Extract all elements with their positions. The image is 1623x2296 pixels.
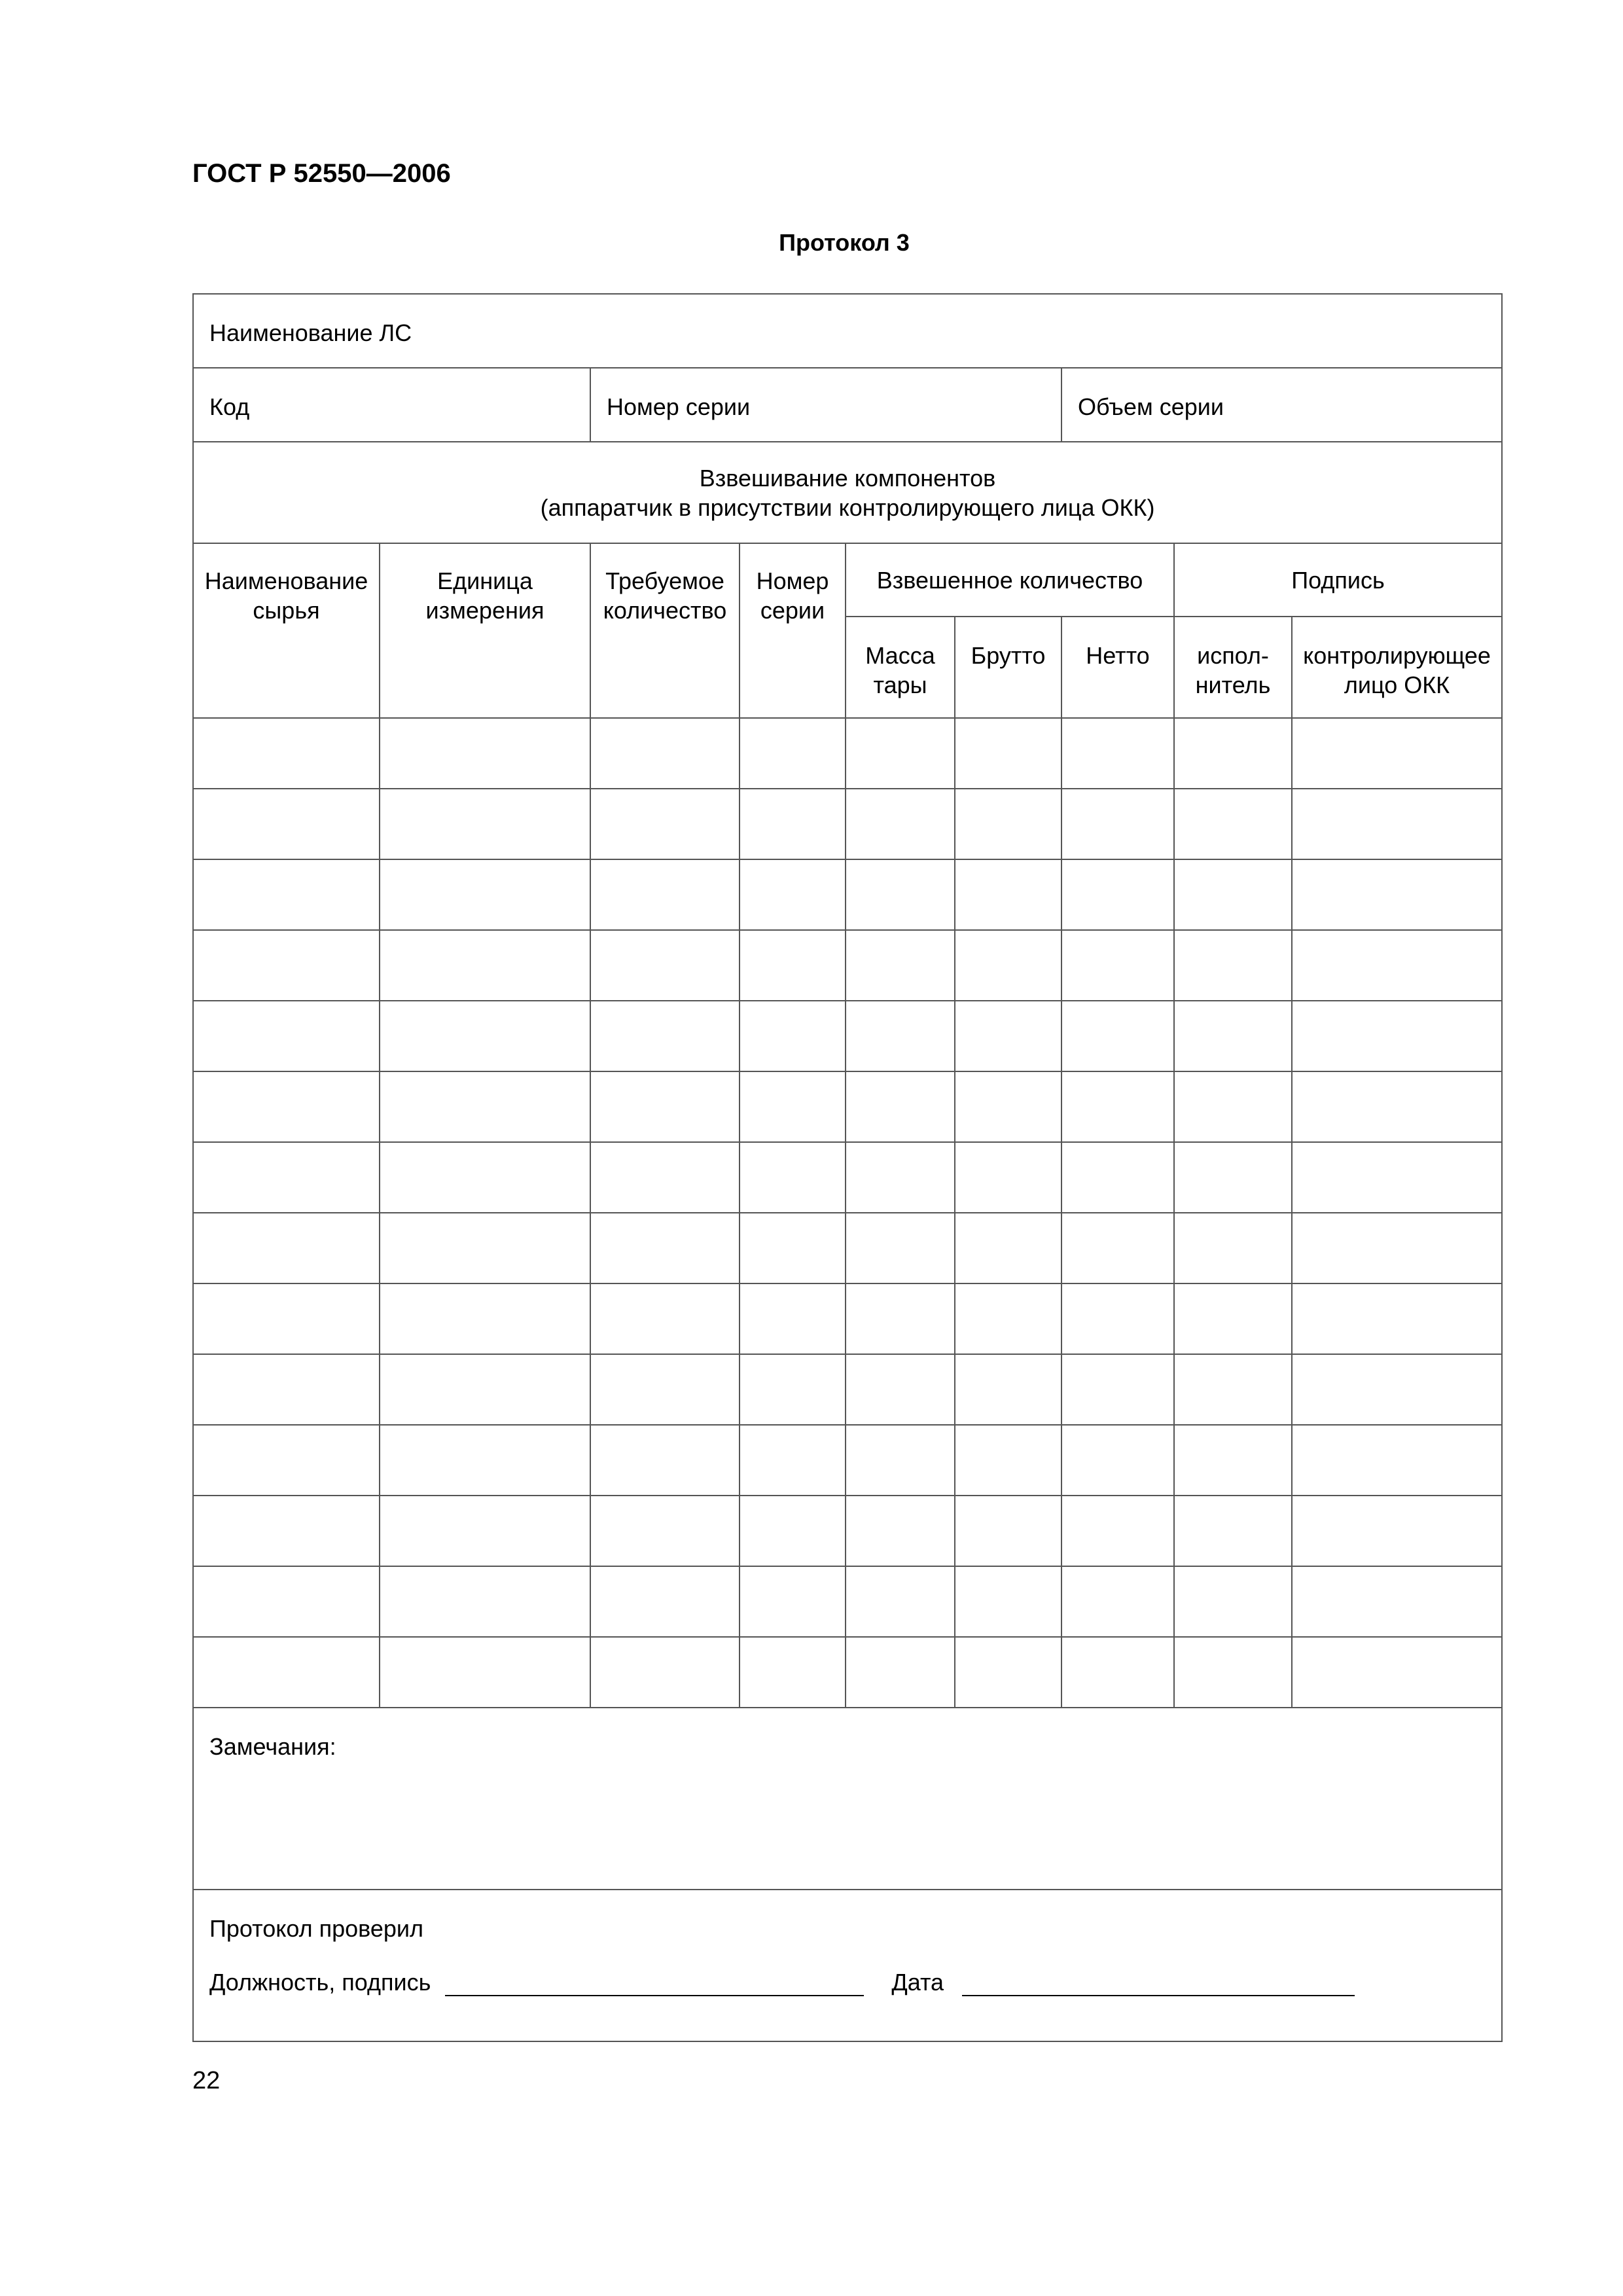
table-cell[interactable] <box>846 1283 955 1354</box>
table-cell[interactable] <box>1174 1071 1292 1142</box>
table-cell[interactable] <box>380 1213 590 1283</box>
table-cell[interactable] <box>193 859 380 930</box>
table-cell[interactable] <box>590 930 740 1001</box>
table-cell[interactable] <box>1174 1001 1292 1071</box>
table-cell[interactable] <box>740 1071 846 1142</box>
table-cell[interactable] <box>846 718 955 789</box>
table-cell[interactable] <box>380 718 590 789</box>
table-cell[interactable] <box>955 1283 1061 1354</box>
section-title: Взвешивание компонентов <box>699 464 996 492</box>
table-cell[interactable] <box>380 1283 590 1354</box>
remarks-label: Замечания: <box>209 1733 336 1760</box>
table-cell[interactable] <box>1174 1496 1292 1566</box>
table-cell[interactable] <box>1292 930 1502 1001</box>
table-row <box>193 1213 1502 1283</box>
table-row <box>193 718 1502 789</box>
series-volume-label: Объем серии <box>1078 393 1224 420</box>
table-cell[interactable] <box>193 1566 380 1637</box>
table-cell[interactable] <box>590 1142 740 1213</box>
table-cell[interactable] <box>955 718 1061 789</box>
table-cell[interactable] <box>955 1142 1061 1213</box>
table-cell[interactable] <box>846 1354 955 1425</box>
table-cell[interactable] <box>1174 1213 1292 1283</box>
col-required: Требуемое количество <box>590 543 740 718</box>
table-cell[interactable] <box>846 1496 955 1566</box>
table-cell[interactable] <box>590 1566 740 1637</box>
table-cell[interactable] <box>740 1213 846 1283</box>
table-cell[interactable] <box>380 1637 590 1708</box>
table-cell[interactable] <box>955 1637 1061 1708</box>
table-cell[interactable] <box>193 1001 380 1071</box>
table-cell[interactable] <box>740 1354 846 1425</box>
table-cell[interactable] <box>1061 1566 1174 1637</box>
table-cell[interactable] <box>193 789 380 859</box>
table-cell[interactable] <box>1292 859 1502 930</box>
table-cell[interactable] <box>846 1425 955 1496</box>
table-cell[interactable] <box>1061 1637 1174 1708</box>
table-cell[interactable] <box>1292 1425 1502 1496</box>
table-cell[interactable] <box>380 1071 590 1142</box>
col-unit: Единица измерения <box>380 543 590 718</box>
table-cell[interactable] <box>1061 1213 1174 1283</box>
table-cell[interactable] <box>1174 1637 1292 1708</box>
table-cell[interactable] <box>380 1496 590 1566</box>
table-cell[interactable] <box>955 930 1061 1001</box>
table-row <box>193 789 1502 859</box>
table-cell[interactable] <box>740 1001 846 1071</box>
table-cell[interactable] <box>846 1142 955 1213</box>
table-cell[interactable] <box>740 1637 846 1708</box>
table-cell[interactable] <box>380 930 590 1001</box>
table-row <box>193 1354 1502 1425</box>
table-cell[interactable] <box>193 718 380 789</box>
table-cell[interactable] <box>740 789 846 859</box>
table-cell[interactable] <box>1061 1425 1174 1496</box>
table-cell[interactable] <box>1174 859 1292 930</box>
table-cell[interactable] <box>380 859 590 930</box>
table-cell[interactable] <box>193 1213 380 1283</box>
col-net: Нетто <box>1061 617 1174 718</box>
series-number-label: Номер серии <box>607 393 751 420</box>
table-cell[interactable] <box>955 789 1061 859</box>
table-cell[interactable] <box>590 1001 740 1071</box>
table-cell[interactable] <box>590 718 740 789</box>
col-raw-name: Наименование сырья <box>193 543 380 718</box>
table-row <box>193 1283 1502 1354</box>
table-cell[interactable] <box>1292 1283 1502 1354</box>
table-row <box>193 1425 1502 1496</box>
table-cell[interactable] <box>193 1637 380 1708</box>
table-cell[interactable] <box>193 1283 380 1354</box>
table-cell[interactable] <box>193 1425 380 1496</box>
table-cell[interactable] <box>1174 1283 1292 1354</box>
table-cell[interactable] <box>1292 1001 1502 1071</box>
table-cell[interactable] <box>846 1566 955 1637</box>
table-cell[interactable] <box>1292 1213 1502 1283</box>
table-cell[interactable] <box>1061 1071 1174 1142</box>
table-cell[interactable] <box>193 1071 380 1142</box>
protocol-table <box>192 293 1503 2042</box>
table-cell[interactable] <box>955 1001 1061 1071</box>
date-line[interactable] <box>962 1975 1355 1996</box>
table-cell[interactable] <box>1174 1142 1292 1213</box>
table-cell[interactable] <box>740 1566 846 1637</box>
table-cell[interactable] <box>1174 718 1292 789</box>
table-row <box>193 1637 1502 1708</box>
table-cell[interactable] <box>955 1425 1061 1496</box>
table-cell[interactable] <box>740 1496 846 1566</box>
table-cell[interactable] <box>740 718 846 789</box>
table-row <box>193 1071 1502 1142</box>
table-cell[interactable] <box>1174 1566 1292 1637</box>
table-cell[interactable] <box>590 1071 740 1142</box>
protocol-title: Протокол 3 <box>779 229 910 256</box>
table-row <box>193 1001 1502 1071</box>
page-number: 22 <box>192 2067 221 2094</box>
table-cell[interactable] <box>380 1425 590 1496</box>
table-cell[interactable] <box>1292 1496 1502 1566</box>
table-cell[interactable] <box>846 1213 955 1283</box>
table-cell[interactable] <box>1061 859 1174 930</box>
table-cell[interactable] <box>740 1142 846 1213</box>
table-cell[interactable] <box>590 1354 740 1425</box>
table-cell[interactable] <box>193 1496 380 1566</box>
table-cell[interactable] <box>1292 718 1502 789</box>
table-cell[interactable] <box>846 859 955 930</box>
table-cell[interactable] <box>955 859 1061 930</box>
table-cell[interactable] <box>740 1425 846 1496</box>
col-weighed-group: Взвешенное количество <box>846 543 1174 617</box>
drug-name-cell[interactable] <box>193 294 1502 368</box>
table-cell[interactable] <box>1292 1071 1502 1142</box>
table-row <box>193 1566 1502 1637</box>
table-cell[interactable] <box>380 789 590 859</box>
table-cell[interactable] <box>955 1354 1061 1425</box>
table-cell[interactable] <box>380 1001 590 1071</box>
table-cell[interactable] <box>1174 1425 1292 1496</box>
footer-cell <box>193 1890 1502 2041</box>
table-cell[interactable] <box>193 930 380 1001</box>
table-cell[interactable] <box>1292 789 1502 859</box>
col-performer: испол- нитель <box>1174 617 1292 718</box>
table-cell[interactable] <box>1292 1637 1502 1708</box>
table-cell[interactable] <box>1174 1354 1292 1425</box>
table-cell[interactable] <box>1292 1354 1502 1425</box>
table-cell[interactable] <box>590 859 740 930</box>
table-cell[interactable] <box>1174 930 1292 1001</box>
col-gross: Брутто <box>955 617 1061 718</box>
weighing-section-header <box>193 442 1502 543</box>
table-cell[interactable] <box>846 1637 955 1708</box>
table-cell[interactable] <box>193 1142 380 1213</box>
col-series: Номер серии <box>740 543 846 718</box>
table-cell[interactable] <box>193 1354 380 1425</box>
table-cell[interactable] <box>846 789 955 859</box>
table-cell[interactable] <box>590 1496 740 1566</box>
drug-name-label: Наименование ЛС <box>209 319 412 346</box>
section-subtitle: (аппаратчик в присутствии контролирующего лица ОКК) <box>540 493 1155 521</box>
table-row <box>193 930 1502 1001</box>
table-row <box>193 859 1502 930</box>
table-cell[interactable] <box>590 789 740 859</box>
table-cell[interactable] <box>380 1354 590 1425</box>
table-cell[interactable] <box>380 1142 590 1213</box>
table-cell[interactable] <box>590 1213 740 1283</box>
remarks-cell[interactable] <box>193 1708 1502 1890</box>
table-cell[interactable] <box>1174 789 1292 859</box>
document-header: ГОСТ Р 52550—2006 <box>192 159 451 188</box>
table-cell[interactable] <box>590 1425 740 1496</box>
table-cell[interactable] <box>1061 789 1174 859</box>
table-row <box>193 1496 1502 1566</box>
table-cell[interactable] <box>740 930 846 1001</box>
table-row <box>193 1142 1502 1213</box>
position-sign-label: Должность, подпись <box>209 1969 431 1996</box>
date-label: Дата <box>891 1969 944 1996</box>
table-cell[interactable] <box>590 1637 740 1708</box>
table-cell[interactable] <box>955 1213 1061 1283</box>
table-cell[interactable] <box>846 1071 955 1142</box>
signature-line[interactable] <box>445 1975 864 1996</box>
col-signature-group: Подпись <box>1174 543 1502 617</box>
table-cell[interactable] <box>1061 1001 1174 1071</box>
table-cell[interactable] <box>1061 1496 1174 1566</box>
table-cell[interactable] <box>1292 1142 1502 1213</box>
table-cell[interactable] <box>740 859 846 930</box>
table-cell[interactable] <box>1292 1566 1502 1637</box>
table-cell[interactable] <box>955 1071 1061 1142</box>
checked-label: Протокол проверил <box>209 1915 424 1942</box>
col-tare: Масса тары <box>846 617 955 718</box>
series-volume-cell[interactable] <box>1061 368 1502 442</box>
table-cell[interactable] <box>1061 930 1174 1001</box>
table-cell[interactable] <box>846 1001 955 1071</box>
table-cell[interactable] <box>1061 1283 1174 1354</box>
table-cell[interactable] <box>1061 1142 1174 1213</box>
table-cell[interactable] <box>740 1283 846 1354</box>
table-cell[interactable] <box>1061 718 1174 789</box>
table-cell[interactable] <box>955 1496 1061 1566</box>
table-cell[interactable] <box>846 930 955 1001</box>
code-label: Код <box>209 393 250 420</box>
col-controller: контролирующее лицо ОКК <box>1292 617 1502 718</box>
table-cell[interactable] <box>380 1566 590 1637</box>
table-cell[interactable] <box>955 1566 1061 1637</box>
table-cell[interactable] <box>1061 1354 1174 1425</box>
code-cell[interactable] <box>193 368 590 442</box>
table-cell[interactable] <box>590 1283 740 1354</box>
series-number-cell[interactable] <box>590 368 1061 442</box>
